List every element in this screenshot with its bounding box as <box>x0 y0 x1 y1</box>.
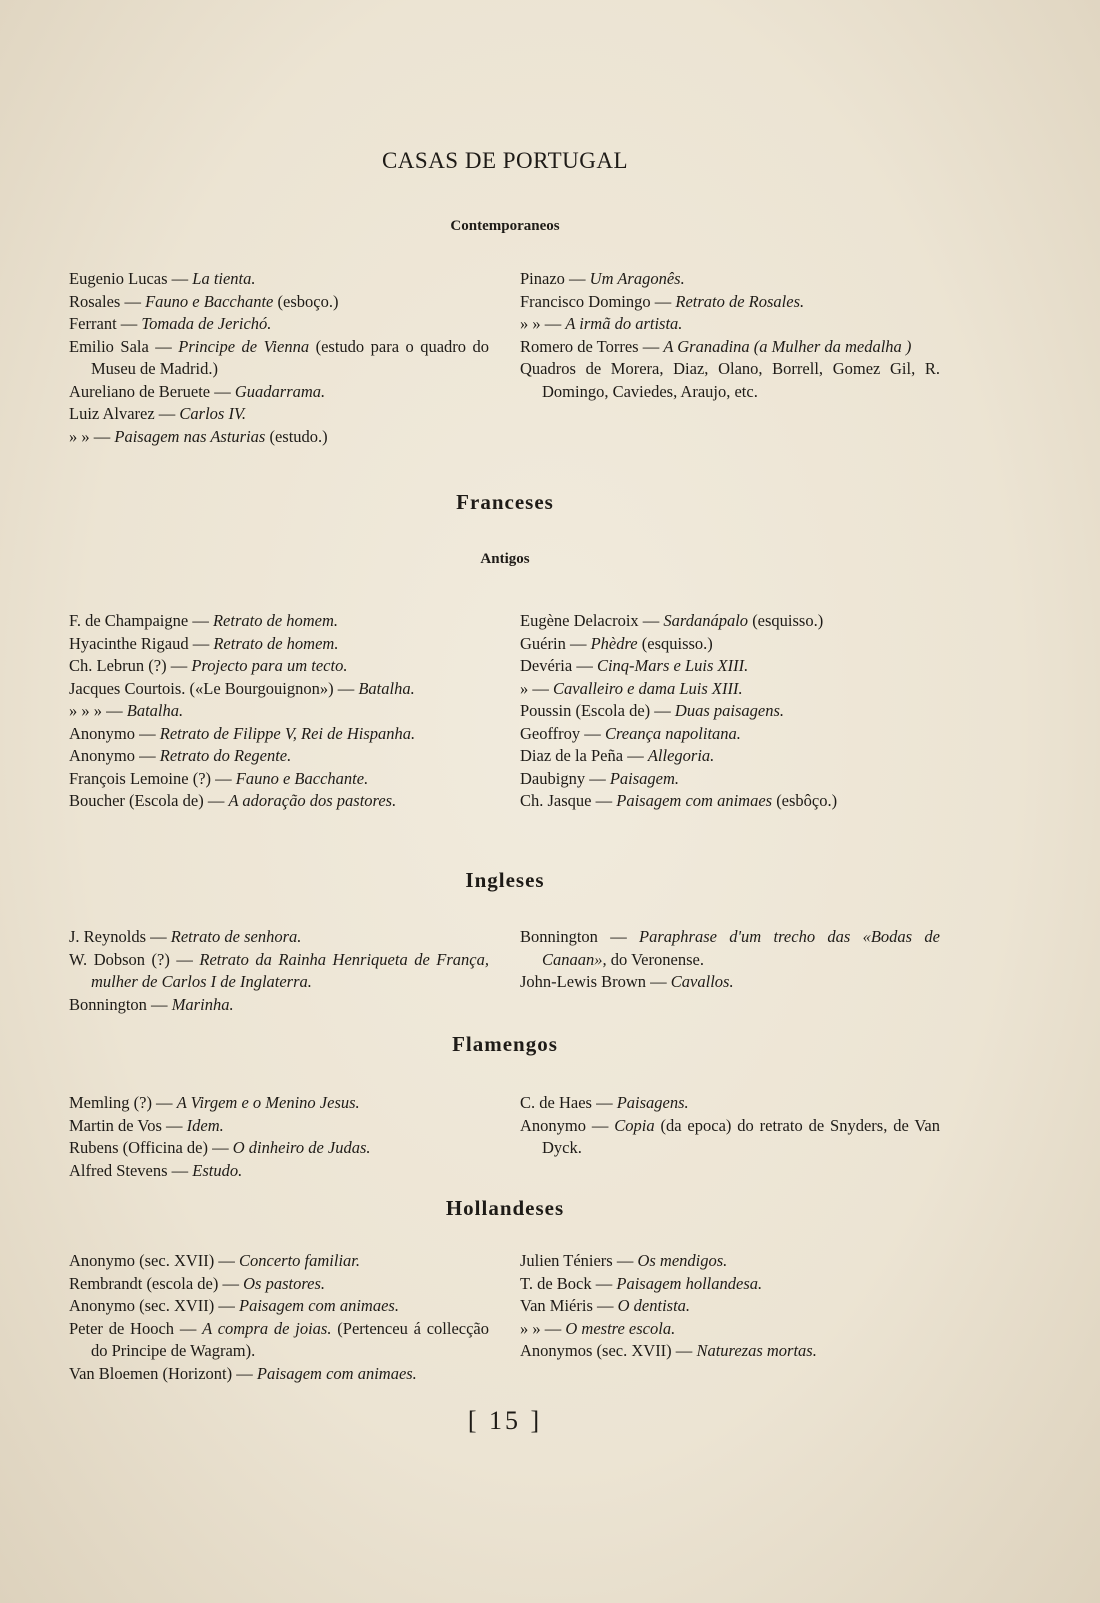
entry-author: Peter de Hooch — <box>69 1318 203 1338</box>
catalogue-entry <box>69 403 489 426</box>
catalogue-entry <box>69 1273 489 1296</box>
entry-author: Hyacinthe Rigaud — <box>69 633 214 653</box>
catalogue-entry <box>520 1295 940 1318</box>
entry-author: Memling (?) — <box>69 1093 177 1112</box>
catalogue-entry <box>69 1137 489 1160</box>
entry-author: Alfred Stevens — <box>69 1160 193 1180</box>
entry-title: Tomada de Jerichó. <box>141 314 272 333</box>
entry-title: Concerto familiar. <box>239 1251 361 1270</box>
entry-title: Retrato de Filippe V, Rei de Hispanha. <box>159 723 416 743</box>
ingleses-left-column <box>69 926 489 1016</box>
ingleses-right-column <box>520 926 940 994</box>
entry-title: Cavalleiro e dama Luis XIII. <box>553 678 743 698</box>
entry-note: do Veronense. <box>606 949 704 969</box>
catalogue-entry <box>69 949 489 994</box>
entry-title: Paisagem com animaes <box>616 791 773 810</box>
catalogue-entry <box>520 336 940 359</box>
entry-author: Devéria — <box>520 656 597 675</box>
entry-title: Marinha. <box>171 994 234 1014</box>
entry-author: » » — <box>69 426 115 446</box>
section-title-franceses: Franceses <box>456 490 554 514</box>
entry-title: O dentista. <box>617 1296 691 1315</box>
entry-title: Os pastores. <box>243 1273 326 1293</box>
catalogue-entry <box>69 291 489 314</box>
entry-author: » » — <box>520 314 566 333</box>
entry-author: Anonymo — <box>69 746 160 765</box>
catalogue-entry <box>69 1092 489 1115</box>
catalogue-entry <box>69 1160 489 1183</box>
entry-author: Eugène Delacroix — <box>520 611 664 630</box>
catalogue-entry <box>69 678 489 701</box>
entry-author: Bonnington — <box>69 994 172 1014</box>
catalogue-entry <box>520 358 940 403</box>
entry-title: Paisagens. <box>616 1093 689 1112</box>
entry-title: A compra de joias. <box>202 1318 332 1338</box>
catalogue-entry <box>69 723 489 746</box>
entry-author: Romero de Torres — <box>520 336 664 356</box>
entry-author: Rubens (Officina de) — <box>69 1138 233 1157</box>
entry-title: Retrato de Rosales. <box>675 291 805 311</box>
entry-title: Um Aragonês. <box>589 269 685 288</box>
entry-author: » » — <box>520 1318 566 1338</box>
catalogue-entry <box>520 1340 940 1363</box>
entry-author: John-Lewis Brown — <box>520 972 671 991</box>
entry-title: Paisagem com animaes. <box>239 1296 399 1315</box>
entry-title: A irmã do artista. <box>565 314 683 333</box>
entry-author: Pinazo — <box>520 269 590 288</box>
entry-author: Emilio Sala — <box>69 336 179 356</box>
entry-author: François Lemoine (?) — <box>69 768 236 788</box>
entry-author: Geoffroy — <box>520 723 605 743</box>
section-title-hollandeses: Hollandeses <box>445 1196 565 1220</box>
catalogue-entry <box>69 633 489 656</box>
catalogue-entry <box>69 655 489 678</box>
entry-author: Julien Téniers — <box>520 1251 638 1270</box>
entry-note: (esquisso.) <box>637 633 713 653</box>
catalogue-entry <box>520 610 940 633</box>
entry-title: A Virgem e o Menino Jesus. <box>176 1093 360 1112</box>
entry-author: Diaz de la Peña — <box>520 746 648 765</box>
entry-author: » » » — <box>69 701 127 720</box>
catalogue-entry <box>520 1318 940 1341</box>
entry-author: F. de Champaigne — <box>69 611 213 630</box>
entry-author: Ch. Lebrun (?) — <box>69 656 192 675</box>
entry-author: Bonnington — <box>520 927 640 946</box>
entry-author: Francisco Domingo — <box>520 291 676 311</box>
catalogue-entry <box>520 745 940 768</box>
entry-author: Boucher (Escola de) — <box>69 791 229 810</box>
entry-author: Ferrant — <box>69 314 142 333</box>
entry-author: Martin de Vos — <box>69 1115 187 1135</box>
entry-title: Retrato de homem. <box>212 611 339 630</box>
catalogue-entry <box>520 268 940 291</box>
catalogue-entry <box>69 426 489 449</box>
entry-author: Ch. Jasque — <box>520 791 617 810</box>
entry-title: Creança napolitana. <box>604 723 741 743</box>
catalogue-entry <box>69 336 489 381</box>
entry-title: Paraphrase d'um trecho das «Bodas de Canaan», <box>542 927 940 969</box>
contemporaneos-right-column <box>520 268 940 403</box>
entry-title: A adoração dos pastores. <box>228 791 397 810</box>
catalogue-entry <box>520 313 940 336</box>
entry-title: Retrato de senhora. <box>170 927 302 946</box>
entry-author: T. de Bock — <box>520 1273 617 1293</box>
hollandeses-right-column <box>520 1250 940 1363</box>
entry-author: Van Miéris — <box>520 1296 618 1315</box>
entry-author: W. Dobson (?) — <box>69 949 200 969</box>
catalogue-entry <box>69 1363 489 1386</box>
contemporaneos-left-column <box>69 268 489 448</box>
entry-author: Jacques Courtois. («Le Bourgouignon») — <box>69 678 359 698</box>
entry-author: Quadros de Morera, Diaz, Olano, Borrell, Gomez Gil, R. Domingo, Caviedes, Araujo, etc. <box>520 359 940 401</box>
section-title-ingleses: Ingleses <box>465 868 545 892</box>
entry-title: A Granadina (a Mulher da medalha ) <box>663 336 912 356</box>
entry-author: Anonymo — <box>520 1115 615 1135</box>
entry-author: Luiz Alvarez — <box>69 404 180 423</box>
franceses-right-column <box>520 610 940 813</box>
entry-author: J. Reynolds — <box>69 927 171 946</box>
catalogue-entry <box>69 268 489 291</box>
entry-author: Rosales — <box>69 291 146 311</box>
entry-author: Anonymo (sec. XVII) — <box>69 1251 240 1270</box>
entry-title: Naturezas mortas. <box>696 1341 817 1360</box>
entry-title: Paisagem nas Asturias <box>114 426 266 446</box>
catalogue-entry <box>69 1295 489 1318</box>
entry-note: (esbôço.) <box>772 791 838 810</box>
entry-title: Guadarrama. <box>234 381 326 401</box>
catalogue-entry <box>520 291 940 314</box>
franceses-left-column <box>69 610 489 813</box>
entry-title: Idem. <box>186 1115 224 1135</box>
entry-title: Batalha. <box>126 701 184 720</box>
catalogue-entry <box>69 381 489 404</box>
entry-title: Cinq-Mars e Luis XIII. <box>596 656 749 675</box>
entry-title: Copia <box>614 1115 655 1135</box>
catalogue-entry <box>69 610 489 633</box>
flamengos-left-column <box>69 1092 489 1182</box>
entry-title: O dinheiro de Judas. <box>232 1138 371 1157</box>
catalogue-entry <box>520 700 940 723</box>
entry-author: Van Bloemen (Horizont) — <box>69 1363 257 1383</box>
entry-author: Guérin — <box>520 633 591 653</box>
entry-title: Paisagem hollandesa. <box>616 1273 763 1293</box>
entry-author: » — <box>520 678 553 698</box>
entry-title: Retrato de homem. <box>213 633 339 653</box>
entry-title: Principe de Vienna <box>178 336 310 356</box>
entry-note: (Pertenceu á collecção do Principe de Wagram). <box>91 1318 490 1360</box>
entry-title: Carlos IV. <box>179 404 247 423</box>
catalogue-entry <box>520 678 940 701</box>
page-header: CASAS DE PORTUGAL <box>381 148 629 173</box>
entry-title: Fauno e Bacchante. <box>235 768 369 788</box>
entry-title: Retrato do Regente. <box>159 746 292 765</box>
entry-title: Paisagem. <box>609 768 680 788</box>
entry-title: Fauno e Bacchante <box>145 291 274 311</box>
entry-title: Projecto para um tecto. <box>191 656 348 675</box>
catalogue-entry <box>520 1115 940 1160</box>
entry-title: Cavallos. <box>670 972 734 991</box>
catalogue-entry <box>520 971 940 994</box>
entry-title: Retrato da Rainha Henriqueta de França, mulher de Carlos I de Inglaterra. <box>91 949 489 991</box>
entry-title: Paisagem com animaes. <box>256 1363 417 1383</box>
entry-title: Phèdre <box>590 633 638 653</box>
entry-title: Os mendigos. <box>637 1251 728 1270</box>
catalogue-entry <box>69 1318 489 1363</box>
catalogue-entry <box>69 745 489 768</box>
entry-author: Rembrandt (escola de) — <box>69 1273 244 1293</box>
catalogue-entry <box>520 1273 940 1296</box>
catalogue-entry <box>520 1092 940 1115</box>
entry-author: Eugenio Lucas — <box>69 269 193 288</box>
entry-author: Daubigny — <box>520 768 610 788</box>
entry-note: (esquisso.) <box>748 611 824 630</box>
catalogue-entry <box>520 655 940 678</box>
flamengos-right-column <box>520 1092 940 1160</box>
catalogue-entry <box>520 633 940 656</box>
catalogue-entry <box>69 926 489 949</box>
entry-note: (da epoca) do retrato de Snyders, de Van Dyck. <box>542 1115 941 1157</box>
entry-author: Poussin (Escola de) — <box>520 701 675 720</box>
entry-author: Anonymo — <box>69 723 160 743</box>
catalogue-entry <box>69 1250 489 1273</box>
catalogue-entry <box>520 768 940 791</box>
catalogue-entry <box>69 313 489 336</box>
entry-author: Anonymo (sec. XVII) — <box>69 1296 240 1315</box>
entry-author: Anonymos (sec. XVII) — <box>520 1341 697 1360</box>
subhead-antigos: Antigos <box>480 551 530 567</box>
catalogue-entry <box>69 768 489 791</box>
entry-note: (estudo.) <box>265 426 328 446</box>
entry-title: Sardanápalo <box>663 611 749 630</box>
entry-note: (esboço.) <box>273 291 339 311</box>
catalogue-entry <box>69 1115 489 1138</box>
entry-title: La tienta. <box>192 269 256 288</box>
entry-title: Batalha. <box>358 678 415 698</box>
subhead-contemporaneos: Contemporaneos <box>450 218 560 234</box>
catalogue-entry <box>520 790 940 813</box>
page-number: [ 15 ] <box>467 1406 543 1435</box>
catalogue-entry <box>69 790 489 813</box>
catalogue-entry <box>520 723 940 746</box>
catalogue-entry <box>520 926 940 971</box>
catalogue-entry <box>69 700 489 723</box>
catalogue-entry <box>69 994 489 1017</box>
entry-title: Duas paisagens. <box>674 701 784 720</box>
entry-note: (estudo para o quadro do Museu de Madrid.) <box>91 336 490 378</box>
entry-author: Aureliano de Beruete — <box>69 381 235 401</box>
entry-title: Allegoria. <box>647 746 715 765</box>
section-title-flamengos: Flamengos <box>452 1032 558 1056</box>
entry-author: C. de Haes — <box>520 1093 617 1112</box>
entry-title: Estudo. <box>192 1160 243 1180</box>
catalogue-entry <box>520 1250 940 1273</box>
entry-title: O mestre escola. <box>565 1318 676 1338</box>
hollandeses-left-column <box>69 1250 489 1385</box>
